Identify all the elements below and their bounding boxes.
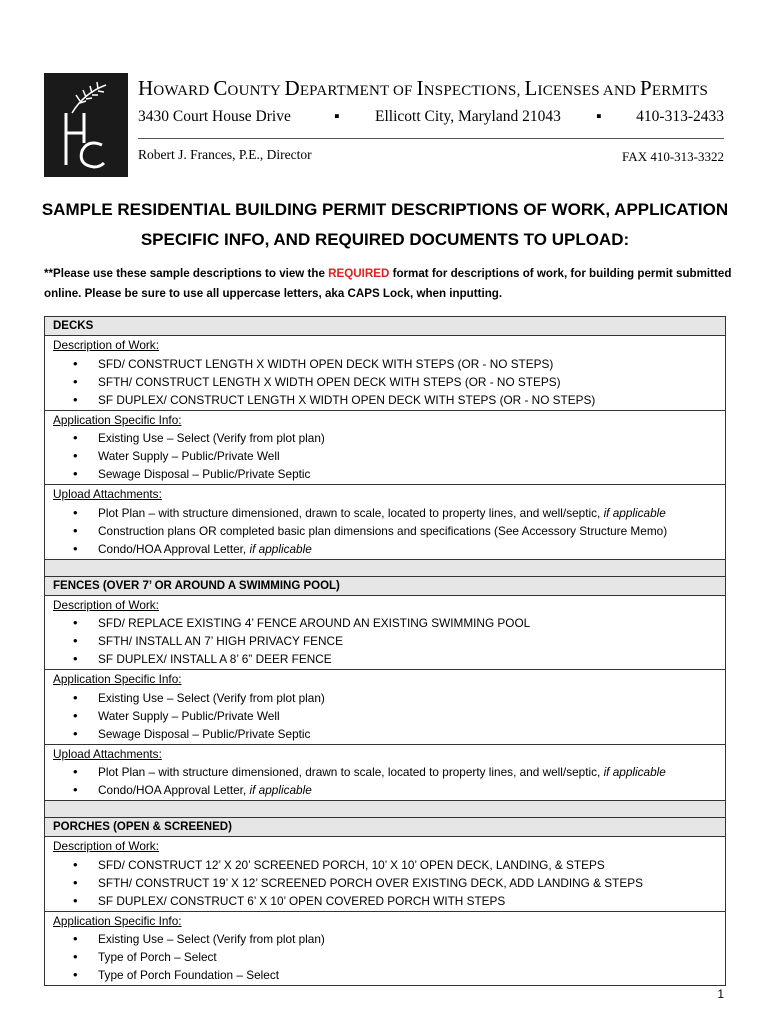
bullet-list xyxy=(53,763,725,799)
block-label: Upload Attachments: xyxy=(53,487,162,501)
block-label: Application Specific Info: xyxy=(53,672,182,686)
header-divider xyxy=(138,138,724,139)
list-item: • Water Supply – Public/Private Well xyxy=(53,707,725,725)
bullet-list xyxy=(53,614,725,668)
bullet-list xyxy=(53,930,725,984)
list-item: • SFTH/ INSTALL AN 7’ HIGH PRIVACY FENCE xyxy=(53,632,725,650)
department-name-word: COUNTY xyxy=(213,76,285,100)
section-spacer xyxy=(45,560,725,577)
list-item: • SF DUPLEX/ CONSTRUCT 6’ X 10’ OPEN COVERED PORCH WITH STEPS xyxy=(53,892,725,910)
list-item: • SFD/ REPLACE EXISTING 4’ FENCE AROUND AN EXISTING SWIMMING POOL xyxy=(53,614,725,632)
department-name-word: INSPECTIONS, xyxy=(416,76,525,100)
list-item: • Type of Porch Foundation – Select xyxy=(53,966,725,984)
department-name-word: PERMITS xyxy=(639,76,709,100)
conditional-note: if applicable xyxy=(603,765,666,779)
list-item: • Type of Porch – Select xyxy=(53,948,725,966)
list-item: • SFTH/ CONSTRUCT 19’ X 12’ SCREENED PORCH OVER EXISTING DECK, ADD LANDING & STEPS xyxy=(53,874,725,892)
required-highlight: REQUIRED xyxy=(328,267,390,280)
bullet-list xyxy=(53,504,725,558)
list-item: • Water Supply – Public/Private Well xyxy=(53,447,725,465)
section-heading: FENCES (OVER 7’ OR AROUND A SWIMMING POOL) xyxy=(45,577,725,596)
department-name-word: DEPARTMENT xyxy=(284,76,394,100)
list-item: • Condo/HOA Approval Letter, if applicable xyxy=(53,781,725,799)
list-item: • Plot Plan – with structure dimensioned, drawn to scale, located to property lines, and well/septic, if applicable xyxy=(53,763,725,781)
instructions-note: **Please use these sample descriptions to view the REQUIRED format for descriptions of work, for building permit submitted online. Please be sure to use all uppercase letters, aka CAPS Lock, when inputting. xyxy=(44,267,732,300)
section-block xyxy=(45,837,725,912)
separator-icon: ▪ xyxy=(334,108,340,125)
list-item: • Condo/HOA Approval Letter, if applicable xyxy=(53,540,725,558)
fax-number: FAX 410-313-3322 xyxy=(622,149,724,164)
department-name-word: OF xyxy=(393,83,417,99)
section-block xyxy=(45,670,725,745)
block-label: Description of Work: xyxy=(53,839,159,853)
bullet-list xyxy=(53,856,725,910)
conditional-note: if applicable xyxy=(249,783,312,797)
bullet-list xyxy=(53,429,725,483)
list-item: • SFD/ CONSTRUCT 12’ X 20’ SCREENED PORCH, 10’ X 10’ OPEN DECK, LANDING, & STEPS xyxy=(53,856,725,874)
permit-descriptions-table xyxy=(44,316,726,986)
bullet-list xyxy=(53,355,725,409)
department-address: 3430 Court House Drive xyxy=(138,108,291,125)
hc-wheat-logo-icon xyxy=(44,73,128,177)
section-block xyxy=(45,745,725,802)
block-label: Application Specific Info: xyxy=(53,412,182,427)
department-phone: 410-313-2433 xyxy=(636,108,724,125)
list-item: • Existing Use – Select (Verify from plot plan) xyxy=(53,689,725,707)
section-heading: PORCHES (OPEN & SCREENED) xyxy=(45,818,725,837)
department-name-word: HOWARD xyxy=(138,76,214,100)
bullet-list xyxy=(53,689,725,743)
department-name xyxy=(138,76,708,101)
section-block xyxy=(45,912,725,987)
department-city: Ellicott City, Maryland 21043 xyxy=(375,108,561,125)
document-title xyxy=(40,195,730,255)
department-name-word: LICENSES xyxy=(524,76,603,100)
document-title-line-1: SAMPLE RESIDENTIAL BUILDING PERMIT DESCRIPTIONS OF WORK, APPLICATION xyxy=(41,200,729,219)
conditional-note: if applicable xyxy=(249,541,312,556)
list-item: • SF DUPLEX/ INSTALL A 8’ 6” DEER FENCE xyxy=(53,650,725,668)
section-block xyxy=(45,336,725,411)
conditional-note: if applicable xyxy=(603,505,666,520)
section-block xyxy=(45,596,725,671)
county-logo xyxy=(44,73,128,177)
list-item: • SF DUPLEX/ CONSTRUCT LENGTH X WIDTH OPEN DECK WITH STEPS (OR - NO STEPS) xyxy=(53,391,725,409)
list-item: • SFTH/ CONSTRUCT LENGTH X WIDTH OPEN DECK WITH STEPS (OR - NO STEPS) xyxy=(53,373,725,391)
list-item: • Sewage Disposal – Public/Private Septic xyxy=(53,725,725,743)
department-name-word: AND xyxy=(602,83,640,99)
list-item: • Construction plans OR completed basic plan dimensions and specifications (See Accessory Structure Memo) xyxy=(53,522,725,540)
document-title-line-2: SPECIFIC INFO, AND REQUIRED DOCUMENTS TO UPLOAD: xyxy=(140,230,630,249)
block-label: Description of Work: xyxy=(53,597,159,612)
block-label: Description of Work: xyxy=(53,338,159,352)
list-item: • Plot Plan – with structure dimensioned, drawn to scale, located to property lines, and well/septic, if applicable xyxy=(53,504,725,522)
director-name: Robert J. Frances, P.E., Director xyxy=(138,147,312,162)
block-label: Upload Attachments: xyxy=(53,746,162,761)
block-label: Application Specific Info: xyxy=(53,913,182,928)
section-spacer xyxy=(45,801,725,818)
list-item: • SFD/ CONSTRUCT LENGTH X WIDTH OPEN DECK WITH STEPS (OR - NO STEPS) xyxy=(53,355,725,373)
list-item: • Sewage Disposal – Public/Private Septic xyxy=(53,465,725,483)
section-heading: DECKS xyxy=(45,317,725,336)
page-number: 1 xyxy=(717,987,724,1001)
section-block xyxy=(45,485,725,560)
list-item: • Existing Use – Select (Verify from plot plan) xyxy=(53,930,725,948)
list-item: • Existing Use – Select (Verify from plot plan) xyxy=(53,429,725,447)
section-block xyxy=(45,411,725,486)
separator-icon: ▪ xyxy=(596,108,602,125)
